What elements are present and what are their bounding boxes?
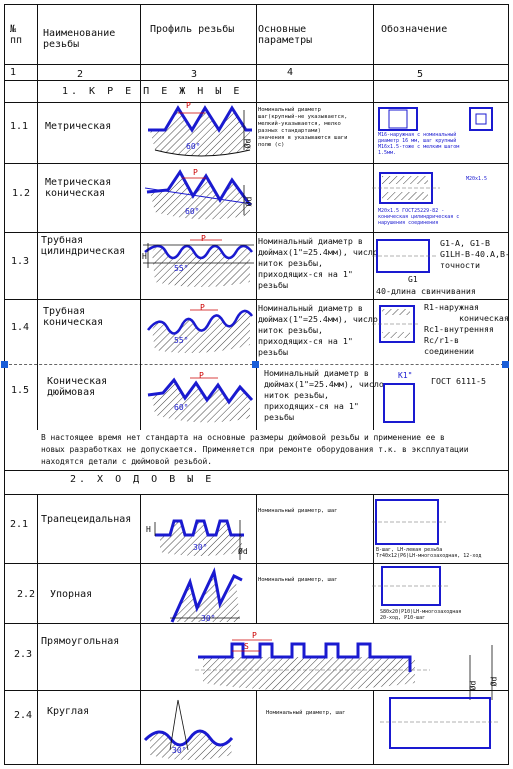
desig-1-2-top: M20x1.5	[466, 176, 488, 182]
label-angle-2-2: 30°	[201, 614, 216, 623]
row-num-1-2: 1.2	[12, 188, 31, 199]
row-num-2-1: 2.1	[10, 519, 29, 530]
header-index-1: 1	[10, 67, 17, 78]
inch-thread-note: В настоящее время нет стандарта на основные размеры дюймовой резьбы и применение ее в новых разработках не допускается. Применяется при ремонте оборудования т.к. в эксплуатации находятся детали с дюймовой резьбой.	[41, 433, 469, 466]
label-p-1-3: P	[201, 234, 206, 243]
row-name-1-1: Метрическая	[45, 121, 112, 132]
label-d-2-1: Ød	[238, 547, 248, 556]
label-d2-2-3: Ød	[489, 676, 499, 687]
desig-1-5-k: K1"	[398, 371, 413, 380]
label-angle-1-3: 55°	[174, 264, 189, 273]
row-name-2-2: Упорная	[50, 589, 93, 600]
label-d-1-1: Ød	[243, 138, 253, 149]
desig-2-2: S80x20(P10)LH-многозаходная 20-ход, P10-шаг	[380, 609, 462, 621]
label-angle-1-5: 60°	[174, 403, 189, 412]
label-h-2-1: H	[146, 525, 151, 534]
label-angle-2-1: 30°	[193, 543, 208, 552]
row-name-1-2: Метрическая коническая	[45, 177, 112, 199]
params-1-1: Номинальный диаметр шаг(крупный-не указывается, мелкий-указывается, мелко разных стандартами) значения в указываются шаги полю (с)	[258, 107, 348, 148]
label-p-1-2: P	[193, 168, 198, 177]
label-p-2-3: P	[252, 631, 257, 640]
header-col-designation: Обозначение	[381, 24, 448, 35]
row-num-2-3: 2.3	[14, 649, 33, 660]
desig-2-1: В-шаг, LH-левая резьба Tr40x12(P6)LH-многозаходная, 12-ход	[376, 547, 482, 559]
desig-1-1: M16-наружная с номинальный диаметр 16 мм, шаг крупный M16x1.5-тоже с мелким шагом 1.5мм.	[378, 132, 460, 156]
label-d-1-2: Ød	[244, 196, 254, 207]
header-col-profile: Профиль резьбы	[150, 24, 235, 35]
section-title-fastening: 1. К Р Е П Е Ж Н Ы Е	[62, 86, 243, 97]
label-angle-1-1: 60°	[186, 142, 201, 151]
label-angle-1-2: 60°	[185, 207, 200, 216]
section-title-running: 2. Х О Д О В Ы Е	[70, 474, 215, 485]
params-1-4: Номинальный диаметр в дюймах(1"=25.4мм), число ниток резьбы, приходящих-ся на 1" резьбы	[258, 303, 378, 357]
row-name-1-4: Трубная коническая	[43, 306, 104, 328]
params-2-4: Номинальный диаметр, шаг	[266, 710, 346, 716]
row-num-1-3: 1.3	[11, 256, 30, 267]
row-num-2-2: 2.2	[17, 589, 36, 600]
label-d1-2-3: Ød	[468, 680, 478, 691]
label-angle-2-4: 30°	[172, 746, 187, 755]
row-name-1-5: Коническая дюймовая	[47, 376, 108, 398]
label-s-2-3: S	[244, 642, 249, 651]
desig-1-5: ГОСТ 6111-5	[431, 376, 486, 386]
params-2-1: Номинальный диаметр, шаг	[258, 508, 338, 514]
header-index-3: 3	[191, 69, 198, 80]
desig-1-4: R1-наружная коническая Rc1-внутренняя Rc/r1-в соединении	[424, 302, 509, 356]
row-name-1-3: Трубная цилиндрическая	[41, 235, 126, 257]
row-name-2-3: Прямоугольная	[41, 636, 120, 647]
header-index-2: 2	[77, 69, 84, 80]
header-index-5: 5	[417, 69, 424, 80]
header-col-name: Наименование резьбы	[43, 28, 116, 50]
params-1-3: Номинальный диаметр в дюймах(1"=25.4мм), число ниток резьбы, приходящих-ся на 1" резьбы	[258, 236, 378, 290]
row-num-2-4: 2.4	[14, 710, 33, 721]
desig-1-3-length: 40-длина свинчивания	[376, 286, 476, 296]
row-num-1-4: 1.4	[11, 322, 30, 333]
label-h-1-3: H	[142, 252, 147, 261]
row-num-1-5: 1.5	[11, 385, 30, 396]
header-col-params: Основные параметры	[258, 24, 313, 46]
label-p-1-1: P	[186, 101, 191, 110]
desig-1-3: G1-A, G1-B G1LH-B-40.A,B- точности	[440, 238, 510, 270]
desig-1-2: M20x1.5 ГОСТ25229-82 - коническая цилиндрическая с нарушения соединения	[378, 208, 460, 226]
header-index-4: 4	[287, 67, 294, 78]
row-num-1-1: 1.1	[10, 121, 29, 132]
params-2-2: Номинальный диаметр, шаг	[258, 577, 338, 583]
params-1-5: Номинальный диаметр в дюймах(1"=25.4мм), число ниток резьбы, приходящих-ся на 1" резьбы	[264, 368, 384, 422]
header-col-no: № пп	[10, 24, 23, 46]
label-p-1-5: P	[199, 371, 204, 380]
row-name-2-4: Круглая	[47, 706, 90, 717]
label-p-1-4: P	[200, 303, 205, 312]
row-name-2-1: Трапецеидальная	[41, 514, 132, 525]
label-angle-1-4: 55°	[174, 336, 189, 345]
desig-1-3-label: G1	[408, 275, 418, 284]
